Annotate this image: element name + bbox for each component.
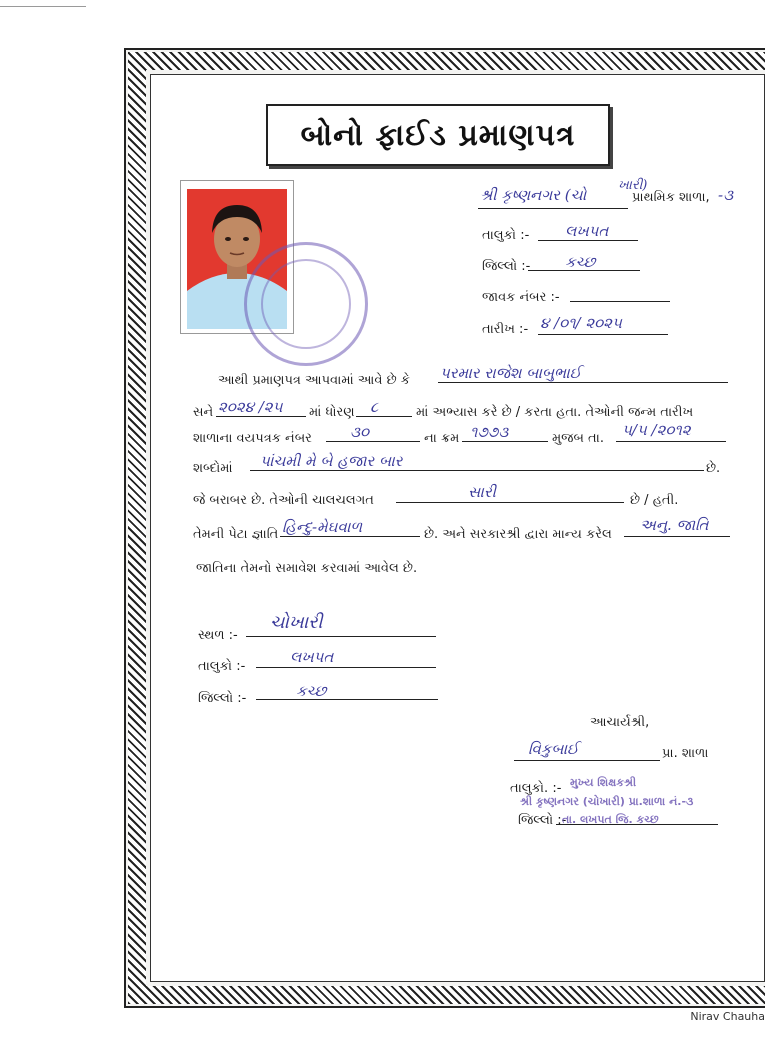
dob-prefix: મુજબ તા.: [552, 431, 604, 446]
school-name-handwritten: શ્રી કૃષ્ણનગર (ચો: [480, 186, 587, 204]
conduct-prefix: જે બરાબર છે. તેઓની ચાલચલગત: [193, 493, 374, 508]
conduct-suffix: છે / હતી.: [630, 493, 679, 508]
date-of-birth: ૫/૫ /૨૦૧૨: [622, 421, 691, 439]
gr-prefix: શાળાના વયપત્રક નંબર: [193, 431, 312, 446]
taluka-line-footer: [256, 667, 436, 668]
place-value: ચોખારી: [270, 612, 323, 633]
taluka-line-header: [538, 240, 638, 241]
top-scan-line: [0, 6, 86, 7]
stamp-line-2: શ્રી કૃષ્ણનગર (ચોખારી) પ્રા.શાળા નં.-૩: [520, 795, 694, 808]
gr-number: ૩૦: [350, 423, 370, 441]
dob-in-words: પાંચમી મે બે હજાર બાર: [260, 452, 403, 470]
kram-number: ૧૭૭૩: [470, 423, 509, 441]
district-line-footer: [256, 699, 438, 700]
school-line: [478, 208, 628, 209]
outward-line: [570, 301, 670, 302]
taluka-label-signature: તાલુકો. :-: [510, 781, 562, 796]
words-prefix: શબ્દોમાં: [193, 461, 233, 476]
place-label: સ્થળ :-: [198, 628, 238, 643]
principal-label: આચાર્યશ્રી,: [590, 715, 650, 730]
place-line: [246, 636, 436, 637]
kram-prefix: ના ક્રમ: [424, 431, 460, 446]
school-suffix: પ્રાથમિક શાળા,: [632, 190, 710, 205]
std-prefix: માં ધોરણ: [309, 405, 355, 420]
kram-line: [462, 441, 548, 442]
date-line: [538, 334, 668, 335]
study-text: માં અભ્યાસ કરે છે / કરતા હતા. તેઓની જન્મ તારીખ: [416, 405, 694, 420]
words-line: [250, 470, 704, 471]
date-label: તારીખ :-: [482, 322, 529, 337]
standard-value: ૮: [370, 398, 379, 416]
student-name: પરમાર રાજેશ બાબુભાઈ: [440, 364, 582, 382]
district-value-header: કચ્છ: [565, 253, 596, 271]
date-value: ૪ /૦૧/ ૨૦૨૫: [540, 314, 622, 332]
academic-year: ૨૦૨૪ /૨૫: [218, 398, 283, 416]
certificate-title: બોનો ફાઈડ પ્રમાણપત્ર: [300, 117, 576, 153]
conduct-value: સારી: [468, 483, 496, 501]
signature-line: [514, 760, 660, 761]
district-label-footer: જિલ્લો :-: [198, 691, 247, 706]
caste-mid: છે. અને સરકારશ્રી દ્વારા માન્ય કરેલ: [424, 527, 612, 542]
stamp-line-3: તા. લખપત જિ. કચ્છ: [562, 813, 659, 826]
taluka-value-footer: લખપત: [290, 648, 334, 666]
student-name-line: [438, 382, 728, 383]
academic-year-line: [216, 416, 306, 417]
district-line-header: [528, 270, 640, 271]
caste-end: જાતિના તેમનો સમાવેશ કરવામાં આવેલ છે.: [196, 561, 418, 576]
taluka-label-footer: તાલુકો :-: [198, 659, 246, 674]
district-line-signature: [556, 824, 718, 825]
school-suffix-signature: પ્રા. શાળા: [662, 746, 709, 761]
dob-line: [616, 441, 726, 442]
stamp-line-1: મુખ્ય શિક્ષકશ્રી: [570, 776, 637, 789]
sub-caste-line: [280, 536, 420, 537]
standard-line: [356, 416, 412, 417]
school-number-handwritten: -૩: [718, 186, 734, 204]
caste-prefix: તેમની પેટા જ્ઞાતિ: [193, 527, 279, 542]
taluka-value-header: લખપત: [565, 222, 609, 240]
taluka-label-header: તાલુકો :-: [482, 228, 530, 243]
intro-text: આથી પ્રમાણપત્ર આપવામાં આવે છે કે: [218, 373, 410, 388]
outward-label: જાવક નંબર :-: [482, 290, 560, 305]
caste-category-line: [624, 536, 730, 537]
conduct-line: [396, 502, 624, 503]
caste-category-value: અનુ. જાતિ: [640, 516, 709, 534]
gr-line: [326, 441, 420, 442]
title-box: [266, 104, 610, 166]
district-value-footer: કચ્છ: [296, 682, 327, 700]
year-prefix: સને: [193, 405, 214, 420]
words-suffix: છે.: [706, 461, 721, 476]
principal-signature: વિકુબાઈ: [528, 740, 579, 758]
sub-caste-value: હિન્દુ-મેઘવાળ: [282, 518, 363, 536]
district-label-signature: જિલ્લો :-: [518, 813, 567, 828]
footer-credit: Nirav Chauha: [690, 1010, 765, 1023]
school-stamp: [244, 242, 368, 366]
district-label-header: જિલ્લો :-: [482, 259, 531, 274]
school-name-handwritten-2: ખારી): [618, 178, 648, 193]
school-stamp-inner-ring: [261, 259, 351, 349]
